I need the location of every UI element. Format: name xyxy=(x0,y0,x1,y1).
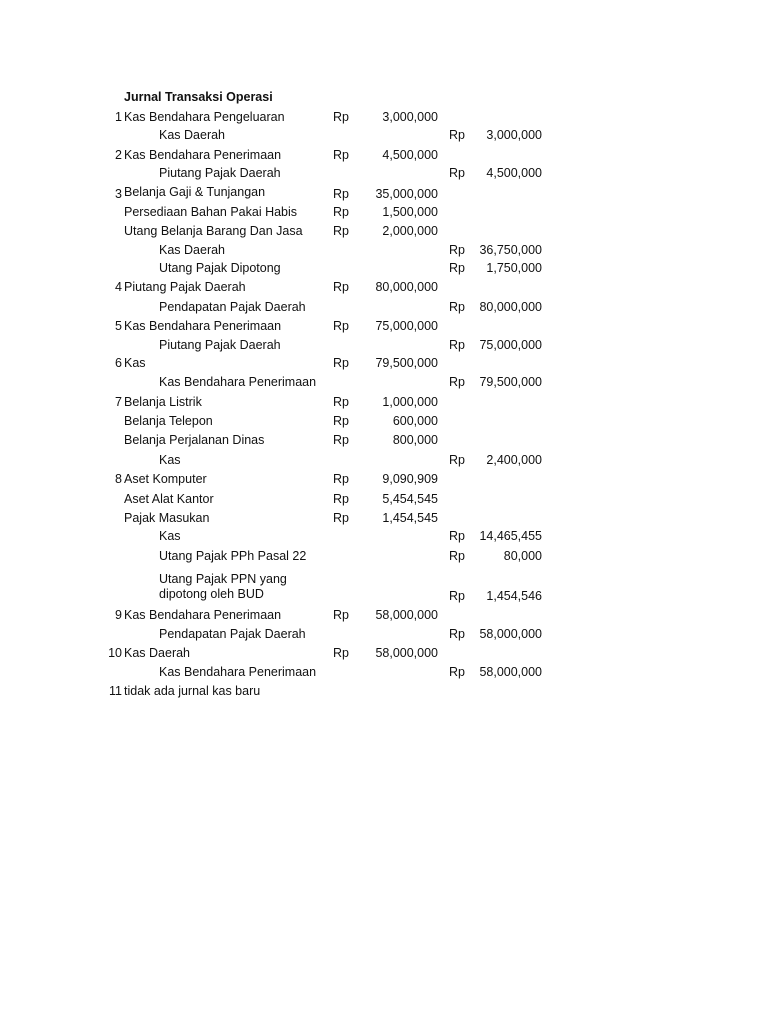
journal-row xyxy=(0,431,768,449)
account-name: Utang Pajak Dipotong xyxy=(159,261,281,275)
credit-amount: 14,465,455 xyxy=(479,529,542,543)
entry-number: 5 xyxy=(115,319,122,333)
debit-amount: 3,000,000 xyxy=(382,110,438,124)
account-name: Belanja Gaji & Tunjangan xyxy=(124,185,266,199)
debit-amount: 35,000,000 xyxy=(375,187,438,201)
account-name: Kas Bendahara Penerimaan xyxy=(124,608,282,622)
journal-row xyxy=(0,203,768,221)
account-name: Utang Belanja Barang Dan Jasa xyxy=(124,224,303,238)
journal-row xyxy=(0,490,768,508)
account-name: Kas Bendahara Penerimaan xyxy=(159,375,317,389)
account-name: Pendapatan Pajak Daerah xyxy=(159,627,306,641)
journal-row xyxy=(0,412,768,430)
journal-row xyxy=(0,373,768,391)
journal-row xyxy=(0,298,768,316)
journal-row xyxy=(0,644,768,662)
debit-amount: 1,000,000 xyxy=(382,395,438,409)
credit-amount: 4,500,000 xyxy=(486,166,542,180)
credit-currency: Rp xyxy=(449,549,465,563)
entry-number: 7 xyxy=(115,395,122,409)
journal-row xyxy=(0,222,768,240)
debit-amount: 1,454,545 xyxy=(382,511,438,525)
credit-amount: 79,500,000 xyxy=(479,375,542,389)
account-name: Piutang Pajak Daerah xyxy=(124,280,246,294)
account-name: Kas Daerah xyxy=(124,646,191,660)
debit-currency: Rp xyxy=(333,414,349,428)
debit-amount: 600,000 xyxy=(392,414,438,428)
debit-currency: Rp xyxy=(333,319,349,333)
debit-amount: 1,500,000 xyxy=(382,205,438,219)
journal-title: Jurnal Transaksi Operasi xyxy=(124,90,273,104)
credit-currency: Rp xyxy=(449,665,465,679)
credit-amount: 58,000,000 xyxy=(479,627,542,641)
debit-amount: 75,000,000 xyxy=(375,319,438,333)
debit-currency: Rp xyxy=(333,646,349,660)
entry-number: 3 xyxy=(115,187,122,201)
account-name: Piutang Pajak Daerah xyxy=(159,338,281,352)
credit-currency: Rp xyxy=(449,589,465,603)
debit-amount: 2,000,000 xyxy=(382,224,438,238)
journal-row xyxy=(0,278,768,296)
journal-row xyxy=(0,451,768,469)
account-name-continued: dipotong oleh BUD xyxy=(159,587,264,601)
debit-amount: 9,090,909 xyxy=(382,472,438,486)
debit-currency: Rp xyxy=(333,433,349,447)
credit-currency: Rp xyxy=(449,529,465,543)
debit-currency: Rp xyxy=(333,511,349,525)
account-name: Kas Daerah xyxy=(159,128,226,142)
account-name: Pajak Masukan xyxy=(124,511,210,525)
debit-amount: 4,500,000 xyxy=(382,148,438,162)
debit-amount: 80,000,000 xyxy=(375,280,438,294)
debit-currency: Rp xyxy=(333,148,349,162)
debit-amount: 5,454,545 xyxy=(382,492,438,506)
debit-currency: Rp xyxy=(333,608,349,622)
journal-row xyxy=(0,183,768,201)
entry-number: 10 xyxy=(108,646,122,660)
account-name: Kas Daerah xyxy=(159,243,226,257)
account-name: Kas xyxy=(159,453,181,467)
credit-currency: Rp xyxy=(449,453,465,467)
journal-row xyxy=(0,126,768,144)
journal-row xyxy=(0,509,768,527)
journal-row xyxy=(0,547,768,565)
account-name: Belanja Perjalanan Dinas xyxy=(124,433,265,447)
debit-currency: Rp xyxy=(333,224,349,238)
journal-row xyxy=(0,572,768,606)
debit-amount: 58,000,000 xyxy=(375,646,438,660)
account-name: Pendapatan Pajak Daerah xyxy=(159,300,306,314)
account-name: Kas Bendahara Penerimaan xyxy=(124,319,282,333)
journal-row xyxy=(0,146,768,164)
credit-amount: 3,000,000 xyxy=(486,128,542,142)
entry-number: 9 xyxy=(115,608,122,622)
credit-amount: 80,000 xyxy=(503,549,542,563)
debit-currency: Rp xyxy=(333,187,349,201)
journal-row xyxy=(0,606,768,624)
credit-amount: 1,750,000 xyxy=(486,261,542,275)
journal-row xyxy=(0,354,768,372)
journal-row xyxy=(0,663,768,681)
entry-number: 2 xyxy=(115,148,122,162)
account-name: Kas Bendahara Pengeluaran xyxy=(124,110,285,124)
account-name: Belanja Telepon xyxy=(124,414,213,428)
credit-currency: Rp xyxy=(449,338,465,352)
entry-number: 11 xyxy=(109,684,122,698)
credit-currency: Rp xyxy=(449,300,465,314)
entry-number: 4 xyxy=(115,280,122,294)
credit-currency: Rp xyxy=(449,128,465,142)
journal-row xyxy=(0,259,768,277)
debit-currency: Rp xyxy=(333,205,349,219)
journal-row xyxy=(0,527,768,545)
credit-currency: Rp xyxy=(449,243,465,257)
credit-amount: 80,000,000 xyxy=(479,300,542,314)
debit-currency: Rp xyxy=(333,492,349,506)
account-name: Aset Komputer xyxy=(124,472,207,486)
credit-currency: Rp xyxy=(449,166,465,180)
credit-currency: Rp xyxy=(449,261,465,275)
account-name: Persediaan Bahan Pakai Habis xyxy=(124,205,298,219)
journal-row xyxy=(0,393,768,411)
debit-currency: Rp xyxy=(333,356,349,370)
account-name: Kas Bendahara Penerimaan xyxy=(159,665,317,679)
journal-row xyxy=(0,682,768,700)
account-name: Kas Bendahara Penerimaan xyxy=(124,148,282,162)
debit-currency: Rp xyxy=(333,280,349,294)
journal-row xyxy=(0,336,768,354)
journal-row xyxy=(0,241,768,259)
debit-amount: 58,000,000 xyxy=(375,608,438,622)
credit-amount: 36,750,000 xyxy=(479,243,542,257)
credit-currency: Rp xyxy=(449,627,465,641)
account-name: Piutang Pajak Daerah xyxy=(159,166,281,180)
account-name: Utang Pajak PPh Pasal 22 xyxy=(159,549,307,563)
entry-number: 1 xyxy=(115,110,122,124)
credit-amount: 75,000,000 xyxy=(479,338,542,352)
debit-currency: Rp xyxy=(333,395,349,409)
account-name: Aset Alat Kantor xyxy=(124,492,214,506)
journal-row xyxy=(0,108,768,126)
debit-amount: 79,500,000 xyxy=(375,356,438,370)
account-name: Utang Pajak PPN yang xyxy=(159,572,287,586)
credit-amount: 2,400,000 xyxy=(486,453,542,467)
debit-currency: Rp xyxy=(333,472,349,486)
journal-row xyxy=(0,164,768,182)
credit-amount: 58,000,000 xyxy=(479,665,542,679)
debit-amount: 800,000 xyxy=(392,433,438,447)
entry-number: 6 xyxy=(115,356,122,370)
journal-row xyxy=(0,470,768,488)
journal-row xyxy=(0,625,768,643)
account-name: tidak ada jurnal kas baru xyxy=(124,684,261,698)
debit-currency: Rp xyxy=(333,110,349,124)
credit-amount: 1,454,546 xyxy=(486,589,542,603)
account-name: Belanja Listrik xyxy=(124,395,202,409)
entry-number: 8 xyxy=(115,472,122,486)
account-name: Kas xyxy=(124,356,146,370)
credit-currency: Rp xyxy=(449,375,465,389)
journal-row xyxy=(0,317,768,335)
account-name: Kas xyxy=(159,529,181,543)
